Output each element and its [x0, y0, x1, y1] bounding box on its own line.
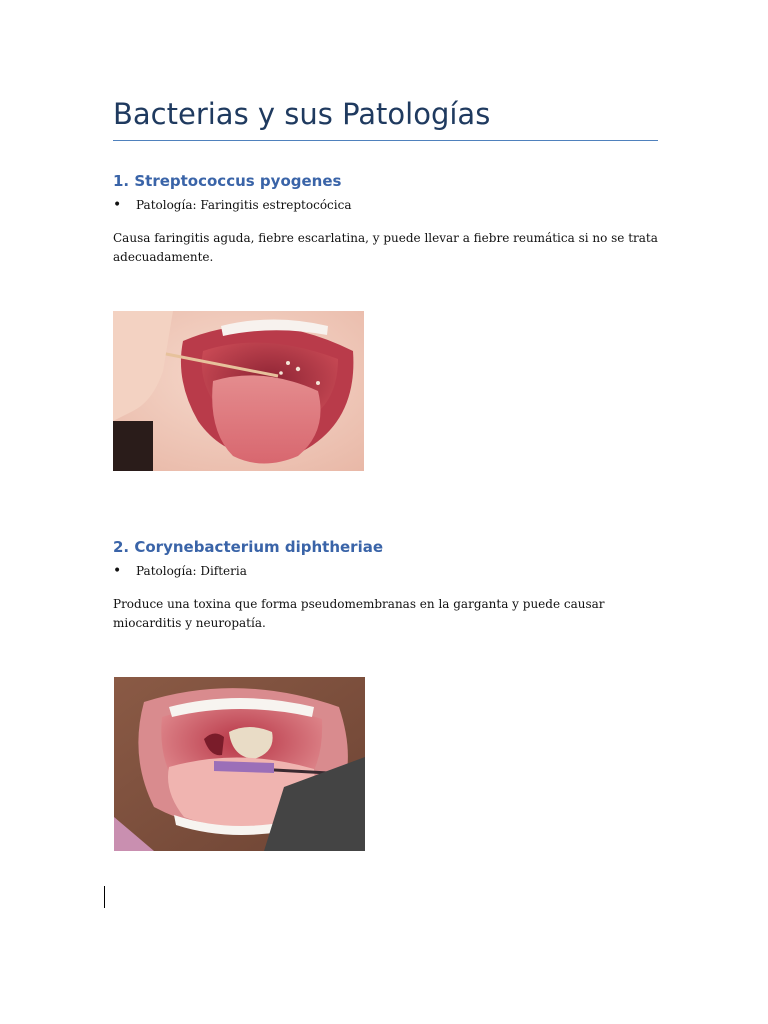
- section-heading-streptococcus: 1. Streptococcus pyogenes: [113, 172, 342, 190]
- bullet-item-streptococcus: [113, 197, 351, 213]
- text-cursor: [104, 886, 105, 908]
- section-paragraph-streptococcus: Causa faringitis aguda, fiebre escarlatina, y puede llevar a fiebre reumática si no se trata adecuadamente.: [113, 231, 658, 264]
- bullet-text: Patología: Difteria: [136, 564, 247, 578]
- photo-diphtheria: [114, 677, 365, 851]
- bullet-text: Patología: Faringitis estreptocócica: [136, 198, 352, 212]
- document-title: Bacterias y sus Patologías: [113, 92, 658, 141]
- bullet-icon: •: [113, 563, 122, 579]
- bullet-item-corynebacterium: [113, 563, 247, 579]
- photo-pharyngitis: [113, 311, 364, 471]
- bullet-icon: •: [113, 197, 122, 213]
- section-paragraph-corynebacterium: Produce una toxina que forma pseudomembranas en la garganta y puede causar miocarditis y neuropatía.: [113, 597, 605, 630]
- section-heading-corynebacterium: 2. Corynebacterium diphtheriae: [113, 538, 384, 556]
